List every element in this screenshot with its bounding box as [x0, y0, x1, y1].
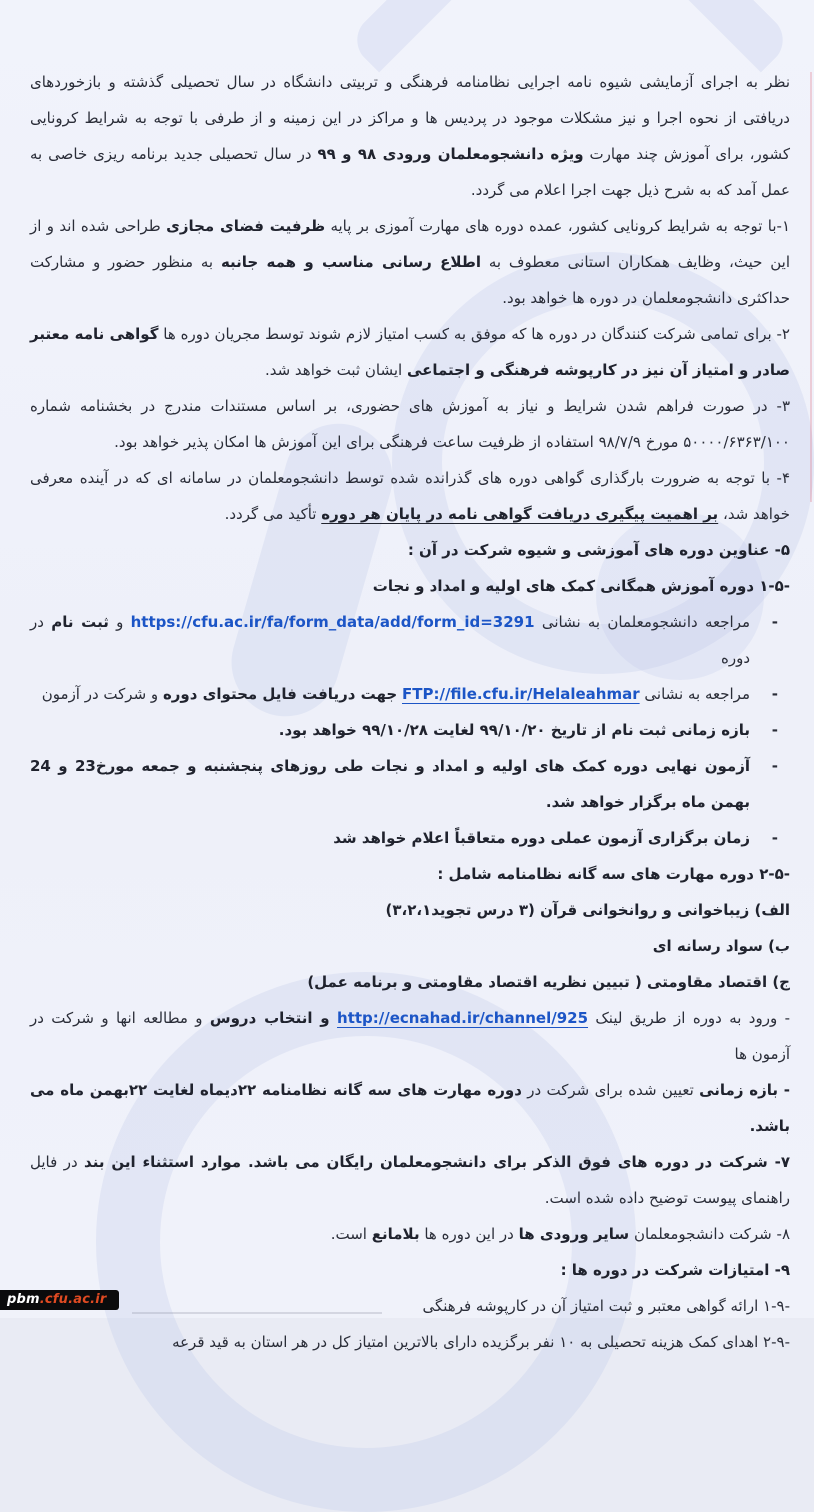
text-segment: و مطالعه انها و شرکت در آزمون ها [30, 1009, 790, 1063]
text-segment: ۹- امتیازات شرکت در دوره ها : [560, 1261, 790, 1279]
paragraph [30, 388, 790, 460]
bullet-dash-marker: - [771, 721, 778, 739]
text-segment: - بازه زمانی [699, 1081, 790, 1099]
text-segment: ۲-۵- [759, 865, 790, 883]
text-segment: ۱-۵- [759, 577, 790, 595]
bullet-dash-marker: - [771, 757, 778, 775]
text-segment: تأکید می گردد. [224, 505, 322, 523]
bullet-dash-marker: - [771, 829, 778, 847]
paragraph [30, 1144, 790, 1216]
site-watermark-prefix: pbm [7, 1292, 40, 1307]
text-segment: زمان برگزاری آزمون عملی دوره متعاقباً اعلام خواهد شد [333, 829, 750, 847]
url-link[interactable]: FTP://file.cfu.ir/Helaleahmar [402, 685, 640, 703]
paragraph [30, 964, 790, 1000]
text-segment: ۲- برای تمامی شرکت کنندگان در دوره ها که موفق به کسب امتیاز لازم شوند توسط مجریان دوره ها [158, 325, 790, 343]
text-segment: دوره آموزش همگانی کمک های اولیه و امداد و نجات [372, 577, 760, 595]
text-segment: و انتخاب دروس [209, 1009, 330, 1027]
text-segment: ۲-۹- [763, 1333, 790, 1351]
text-segment: ج) اقتصاد مقاومتی ( تبیین نظریه اقتصاد مقاومتی و برنامه عمل) [307, 973, 790, 991]
site-watermark-suffix: .cfu.ac.ir [39, 1292, 107, 1307]
text-segment: به منظور حضور و مشارکت حداکثری دانشجومعلمان در دوره ها خواهد بود. [30, 253, 790, 307]
text-segment: طراحی شده اند و از این حیث، وظایف همکاران استانی معطوف به [30, 217, 790, 271]
document-body [30, 64, 790, 1360]
text-segment: سایر ورودی ها [518, 1225, 630, 1243]
bullet-dash-marker: - [771, 685, 778, 703]
bullet-item [30, 820, 790, 856]
paragraph [30, 1216, 790, 1252]
text-segment [330, 1009, 337, 1027]
paragraph [30, 928, 790, 964]
text-segment: ۳- در صورت فراهم شدن شرایط و نیاز به آموزش های حضوری، بر اساس مستندات مندرج در بخشنامه شماره ۵۰۰۰۰/۶۳۶۳/۱۰۰ مورخ ۹۸/۷/۹ استفاده از ظرفیت ساعت فرهنگی برای این آموزش ها امکان پذیر خواهد بود. [30, 397, 790, 451]
text-segment: جهت دریافت فایل محتوای دوره [162, 685, 398, 703]
text-segment: ثبت نام [51, 613, 109, 631]
paragraph [30, 1072, 790, 1144]
text-segment: ۱-با توجه به شرایط کرونایی کشور، عمده دوره های مهارت آموزی بر پایه [325, 217, 791, 235]
text-segment: و شرکت در آزمون [41, 685, 163, 703]
text-segment: بر اهمیت پیگیری دریافت گواهی نامه در پایان هر دوره [321, 505, 719, 523]
site-watermark-label [0, 1290, 119, 1310]
text-segment: ویژه دانشجومعلمان ورودی ۹۸ و ۹۹ [317, 145, 584, 163]
text-segment: در فایل راهنمای پیوست توضیح داده شده است. [30, 1153, 790, 1207]
paragraph [30, 568, 790, 604]
scan-artifact-right-edge [810, 72, 812, 502]
paragraph [30, 892, 790, 928]
text-segment: دوره مهارت های سه گانه نظامنامه ۲۲دیماه لغایت ۲۲بهمن ماه می باشد. [30, 1081, 790, 1135]
text-segment: ایشان ثبت خواهد شد. [264, 361, 407, 379]
text-segment: اطلاع رسانی مناسب و همه جانبه [220, 253, 482, 271]
text-segment: ۵- عناوین دوره های آموزشی و شیوه شرکت در آن : [407, 541, 790, 559]
bullet-item [30, 604, 790, 676]
bullet-dash-marker: - [771, 613, 778, 631]
text-segment: در سال تحصیلی جدید برنامه ریزی خاصی به عمل آمد که به شرح ذیل جهت اجرا اعلام می گردد. [30, 145, 790, 199]
bullet-item [30, 676, 790, 712]
text-segment: ب) سواد رسانه ای [652, 937, 790, 955]
paragraph [30, 208, 790, 316]
text-segment: تعیین شده برای شرکت در [521, 1081, 700, 1099]
paragraph [30, 460, 790, 532]
paragraph [30, 1252, 790, 1288]
text-segment: بازه زمانی ثبت نام از تاریخ ۹۹/۱۰/۲۰ لغایت ۹۹/۱۰/۲۸ خواهد بود. [278, 721, 750, 739]
paragraph [30, 64, 790, 208]
text-segment: مراجعه دانشجومعلمان به نشانی [534, 613, 751, 631]
paragraph [30, 1000, 790, 1072]
text-segment: آزمون نهایی دوره کمک های اولیه و امداد و نجات طی روزهای پنجشنبه و جمعه مورخ23 و 24 بهمن ماه برگزار خواهد شد. [30, 757, 750, 811]
text-segment: ظرفیت فضای مجازی [166, 217, 326, 235]
text-segment: ۱-۹- [763, 1297, 790, 1315]
url-link[interactable]: https://cfu.ac.ir/fa/form_data/add/form_id=3291 [130, 613, 535, 631]
text-segment: ۷- شرکت در دوره های فوق الذکر برای دانشجومعلمان رایگان می باشد. موارد استثناء این بند [84, 1153, 790, 1171]
paragraph [30, 1324, 790, 1360]
text-segment: دوره مهارت های سه گانه نظامنامه شامل : [437, 865, 760, 883]
bullet-item [30, 712, 790, 748]
text-segment: ۴- با توجه به ضرورت بارگذاری گواهی دوره های گذرانده شده توسط دانشجومعلمان در سامانه ای که در آینده معرفی خواهد شد، [30, 469, 790, 523]
text-segment: الف) زیباخوانی و روانخوانی قرآن (۳ درس تجوید۳،۲،۱) [385, 901, 790, 919]
text-segment: مراجعه به نشانی [639, 685, 750, 703]
text-segment: و [108, 613, 131, 631]
text-segment: است. [330, 1225, 372, 1243]
paragraph [30, 1288, 790, 1324]
text-segment: - ورود به دوره از طریق لینک [588, 1009, 790, 1027]
text-segment: بلامانع [371, 1225, 420, 1243]
bullet-item [30, 748, 790, 820]
paragraph [30, 532, 790, 568]
text-segment: ۸- شرکت دانشجومعلمان [629, 1225, 790, 1243]
paragraph [30, 316, 790, 388]
text-segment: گواهی نامه معتبر صادر و امتیاز آن نیز در کارپوشه فرهنگی و اجتماعی [30, 325, 790, 379]
text-segment: در دوره [30, 613, 750, 667]
text-segment: اهدای کمک هزینه تحصیلی به ۱۰ نفر برگزیده دارای بالاترین امتیاز کل در هر استان به قید قرعه [172, 1333, 764, 1351]
url-link[interactable]: http://ecnahad.ir/channel/925 [337, 1009, 589, 1027]
paragraph [30, 856, 790, 892]
text-segment: ارائه گواهی معتبر و ثبت امتیاز آن در کارپوشه فرهنگی [422, 1297, 764, 1315]
text-segment: در این دوره ها [419, 1225, 519, 1243]
text-segment: نظر به اجرای آزمایشی شیوه نامه اجرایی نظامنامه فرهنگی و تربیتی دانشگاه در سال تحصیلی گذشته و بازخوردهای دریافتی از نحوه اجرا و نیز مشکلات موجود در پردیس ها و مراکز در این زمینه و از طرفی با توجه به شرایط کرونایی کشور، برای آموزش چند مهارت [30, 73, 791, 163]
